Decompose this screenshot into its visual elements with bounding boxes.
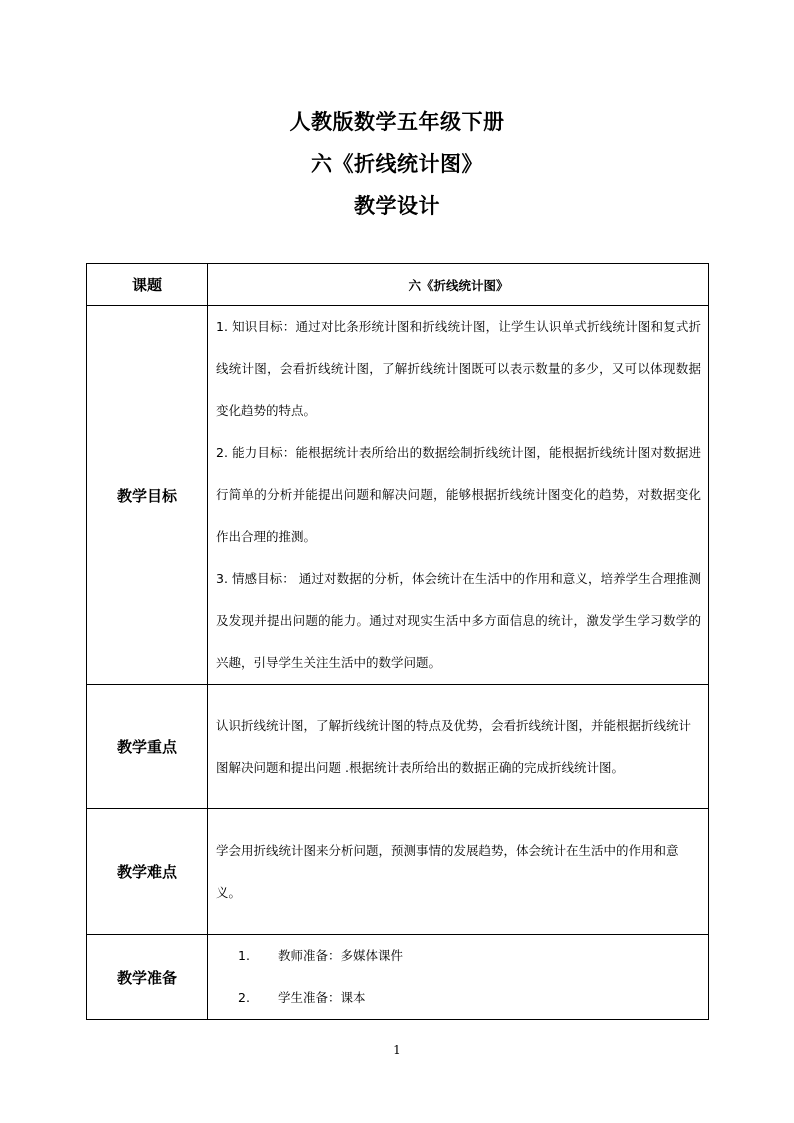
key-points-cell — [208, 685, 709, 809]
preparation-label: 教学准备 — [87, 935, 208, 1020]
knowledge-goal: 1. 知识目标：通过对比条形统计图和折线统计图，让学生认识单式折线统计图和复式折线统计图，会看折线统计图，了解折线统计图既可以表示数量的多少，又可以体现数据变化趋势的特点。 — [216, 319, 701, 418]
difficulty-label: 教学难点 — [87, 809, 208, 935]
page-number: 1 — [393, 1043, 401, 1057]
topic-label: 课题 — [87, 264, 208, 306]
list-item — [216, 935, 701, 977]
document-subtitle: 六《折线统计图》 — [311, 152, 483, 176]
ability-goal: 2. 能力目标：能根据统计表所给出的数据绘制折线统计图，能根据折线统计图对数据进行简单的分析并能提出问题和解决问题，能够根据折线统计图变化的趋势，对数据变化作出合理的推测。 — [216, 445, 701, 544]
difficulty-text: 学会用折线统计图来分析问题，预测事情的发展趋势，体会统计在生活中的作用和意义。 — [216, 842, 679, 900]
list-item-number: 1. — [238, 948, 250, 963]
table-row — [87, 306, 709, 685]
goals-cell — [208, 306, 709, 685]
list-item — [216, 977, 701, 1019]
key-points-text: 认识折线统计图，了解折线统计图的特点及优势，会看折线统计图，并能根据折线统计图解决问题和提出问题 .根据统计表所给出的数据正确的完成折线统计图。 — [216, 717, 692, 775]
table-row — [87, 264, 709, 306]
lesson-plan-table — [86, 263, 709, 1020]
table-row — [87, 809, 709, 935]
emotion-goal: 3. 情感目标： 通过对数据的分析，体会统计在生活中的作用和意义，培养学生合理推测及发现并提出问题的能力。通过对现实生活中多方面信息的统计，激发学生学习数学的兴趣，引导学生关注生活中的数学问题。 — [216, 571, 701, 670]
table-row — [87, 935, 709, 1020]
difficulty-cell — [208, 809, 709, 935]
list-item-text: 教师准备：多媒体课件 — [278, 948, 404, 963]
list-item-number: 2. — [238, 990, 250, 1005]
table-row — [87, 685, 709, 809]
document-type: 教学设计 — [354, 194, 440, 218]
key-points-label: 教学重点 — [87, 685, 208, 809]
list-item-text: 学生准备：课本 — [278, 990, 366, 1005]
preparation-list — [216, 935, 701, 1019]
goals-label: 教学目标 — [87, 306, 208, 685]
document-title: 人教版数学五年级下册 — [289, 110, 505, 134]
topic-value: 六《折线统计图》 — [208, 264, 709, 306]
preparation-cell — [208, 935, 709, 1020]
